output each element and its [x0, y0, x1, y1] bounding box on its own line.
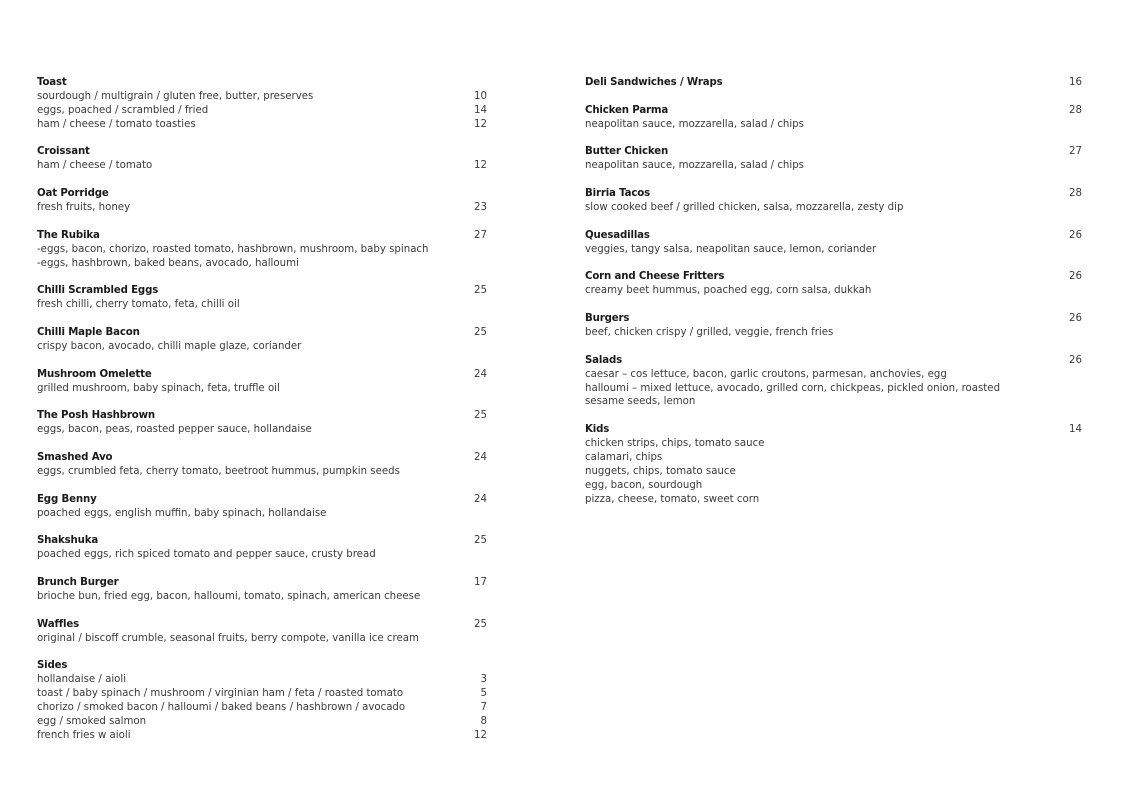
- menu-section-header: [37, 534, 487, 548]
- menu-item-title: Toast: [37, 77, 67, 88]
- menu-item-title: Birria Tacos: [585, 188, 651, 200]
- menu-line-text: crispy bacon, avocado, chilli maple glaze, coriander: [37, 340, 302, 352]
- menu-section-the-posh-hashbrown: [37, 409, 487, 437]
- menu-section-header: [585, 187, 1082, 201]
- menu-line-price: 10: [474, 90, 487, 102]
- menu-section-header: [37, 409, 487, 423]
- menu-section-burgers: [585, 312, 1082, 340]
- menu-line-text: ham / cheese / tomato: [37, 160, 153, 172]
- menu-item-price: 17: [474, 577, 487, 589]
- menu-line-text: slow cooked beef / grilled chicken, salsa, mozzarella, zesty dip: [585, 202, 904, 214]
- menu-line-text: fresh fruits, honey: [37, 202, 131, 214]
- menu-item-price: 27: [474, 229, 487, 241]
- menu-item-title: Salads: [585, 354, 623, 366]
- menu-section-header: [585, 423, 1082, 437]
- menu-line: [37, 159, 487, 173]
- menu-item-price: 14: [1069, 424, 1082, 436]
- menu-item-title: Corn and Cheese Fritters: [585, 271, 725, 283]
- menu-line-text: egg, bacon, sourdough: [585, 479, 703, 491]
- menu-item-price: 25: [474, 285, 487, 297]
- menu-item-title: Mushroom Omelette: [37, 368, 152, 380]
- menu-section-corn-and-cheese-fritters: [585, 270, 1082, 298]
- menu-line-text: nuggets, chips, tomato sauce: [585, 465, 736, 477]
- menu-section-smashed-avo: [37, 451, 487, 479]
- menu-section-header: [37, 659, 487, 673]
- menu-line-text: creamy beet hummus, poached egg, corn salsa, dukkah: [585, 285, 872, 297]
- menu-item-price: 27: [1069, 146, 1082, 158]
- menu-line: [37, 701, 487, 715]
- menu-line: [585, 118, 1082, 132]
- menu-line-text: veggies, tangy salsa, neapolitan sauce, lemon, coriander: [585, 243, 877, 255]
- menu-line-text: pizza, cheese, tomato, sweet corn: [585, 493, 760, 505]
- menu-item-price: 24: [474, 368, 487, 380]
- menu-line-text: neapolitan sauce, mozzarella, salad / chips: [585, 160, 804, 172]
- menu-section-brunch-burger: [37, 576, 487, 604]
- menu-section-header: [585, 354, 1082, 368]
- menu-item-price: 26: [1069, 229, 1082, 241]
- menu-item-price: 16: [1069, 77, 1082, 88]
- menu-item-price: 25: [474, 327, 487, 339]
- menu-section-the-rubika: [37, 229, 487, 271]
- menu-line-price: 12: [474, 118, 487, 130]
- menu-line-price: 12: [474, 729, 487, 741]
- menu-section-header: [37, 451, 487, 465]
- menu-section-header: [585, 104, 1082, 118]
- menu-item-title: Sides: [37, 660, 68, 672]
- menu-item-price: 28: [1069, 104, 1082, 116]
- menu-item-price: 24: [474, 493, 487, 505]
- menu-item-title: Chilli Maple Bacon: [37, 327, 140, 339]
- menu-section-header: [585, 76, 1082, 90]
- menu-line-text: calamari, chips: [585, 452, 663, 464]
- menu-line-text: fresh chilli, cherry tomato, feta, chilli oil: [37, 299, 240, 311]
- menu-line-text: halloumi – mixed lettuce, avocado, grilled corn, chickpeas, pickled onion, roasted: [585, 382, 1001, 394]
- menu-line: [37, 507, 487, 521]
- menu-item-price: 24: [474, 452, 487, 464]
- menu-item-price: 25: [474, 618, 487, 630]
- menu-section-salads: [585, 354, 1082, 410]
- menu-line: [37, 118, 487, 132]
- menu-line-text: original / biscoff crumble, seasonal fruits, berry compote, vanilla ice cream: [37, 632, 419, 644]
- menu-item-title: Chilli Scrambled Eggs: [37, 285, 159, 297]
- menu-line: [37, 590, 487, 604]
- menu-section-header: [585, 270, 1082, 284]
- menu-line-text: chorizo / smoked bacon / halloumi / baked beans / hashbrown / avocado: [37, 702, 406, 714]
- menu-section-butter-chicken: [585, 145, 1082, 173]
- menu-section-header: [37, 145, 487, 159]
- menu-item-title: Oat Porridge: [37, 188, 109, 200]
- menu-section-birria-tacos: [585, 187, 1082, 215]
- menu-line-text: neapolitan sauce, mozzarella, salad / chips: [585, 118, 804, 130]
- menu-section-deli-sandwiches-wraps: [585, 76, 1082, 90]
- menu-line-text: brioche bun, fried egg, bacon, halloumi, tomato, spinach, american cheese: [37, 590, 421, 602]
- menu-item-title: Kids: [585, 424, 610, 436]
- menu-line-text: hollandaise / aioli: [37, 674, 127, 686]
- menu-item-title: Waffles: [37, 618, 80, 630]
- menu-section-header: [37, 229, 487, 243]
- menu-item-title: Deli Sandwiches / Wraps: [585, 77, 723, 88]
- menu-line-text: sourdough / multigrain / gluten free, butter, preserves: [37, 90, 314, 102]
- menu-line: [37, 548, 487, 562]
- menu-line: [37, 257, 487, 271]
- menu-line: [37, 423, 487, 437]
- menu-line: [37, 465, 487, 479]
- menu-section-header: [37, 326, 487, 340]
- menu-item-title: Quesadillas: [585, 229, 650, 241]
- menu-section-header: [37, 187, 487, 201]
- menu-line: [37, 243, 487, 257]
- menu-line: [37, 382, 487, 396]
- menu-line-text: poached eggs, english muffin, baby spinach, hollandaise: [37, 507, 327, 519]
- menu-line: [585, 465, 1082, 479]
- menu-line: [585, 201, 1082, 215]
- menu-section-quesadillas: [585, 229, 1082, 257]
- menu-line: [585, 326, 1082, 340]
- menu-line-text: beef, chicken crispy / grilled, veggie, french fries: [585, 327, 834, 339]
- menu-section-chilli-maple-bacon: [37, 326, 487, 354]
- menu-line-text: toast / baby spinach / mushroom / virginian ham / feta / roasted tomato: [37, 688, 404, 700]
- menu-item-title: Brunch Burger: [37, 577, 119, 589]
- menu-item-price: 26: [1069, 354, 1082, 366]
- menu-section-sides: [37, 659, 487, 742]
- menu-line: [585, 368, 1082, 382]
- menu-item-title: Butter Chicken: [585, 146, 669, 158]
- menu-section-header: [585, 312, 1082, 326]
- menu-line: [585, 382, 1082, 396]
- menu-section-header: [37, 618, 487, 632]
- menu-line-text: sesame seeds, lemon: [585, 396, 696, 408]
- menu-section-chilli-scrambled-eggs: [37, 284, 487, 312]
- menu-line-text: eggs, poached / scrambled / fried: [37, 104, 209, 116]
- menu-section-header: [37, 576, 487, 590]
- menu-item-price: 26: [1069, 271, 1082, 283]
- menu-line-price: 23: [474, 202, 487, 214]
- menu-line: [585, 243, 1082, 257]
- menu-line: [585, 395, 1082, 409]
- menu-line: [585, 493, 1082, 507]
- menu-item-title: Smashed Avo: [37, 452, 113, 464]
- menu-line-text: ham / cheese / tomato toasties: [37, 118, 196, 130]
- menu-section-header: [37, 284, 487, 298]
- menu-item-price: 28: [1069, 188, 1082, 200]
- menu-line: [37, 340, 487, 354]
- menu-line-price: 8: [480, 715, 487, 727]
- menu-section-kids: [585, 423, 1082, 506]
- menu-line: [37, 632, 487, 646]
- menu-line-price: 5: [480, 688, 487, 700]
- menu-line: [585, 451, 1082, 465]
- menu-line-price: 12: [474, 160, 487, 172]
- menu-line: [37, 729, 487, 743]
- menu-section-oat-porridge: [37, 187, 487, 215]
- menu-line: [585, 159, 1082, 173]
- menu-item-title: Egg Benny: [37, 493, 97, 505]
- menu-section-header: [37, 493, 487, 507]
- menu-item-price: 25: [474, 410, 487, 422]
- menu-line-text: grilled mushroom, baby spinach, feta, truffle oil: [37, 382, 280, 394]
- menu-line-text: egg / smoked salmon: [37, 715, 147, 727]
- menu-section-header: [585, 229, 1082, 243]
- menu-line: [37, 90, 487, 104]
- menu-line: [37, 673, 487, 687]
- menu-line-text: -eggs, hashbrown, baked beans, avocado, halloumi: [37, 257, 299, 269]
- menu-line-price: 7: [480, 702, 487, 714]
- menu-section-toast: [37, 76, 487, 132]
- menu-section-croissant: [37, 145, 487, 173]
- menu-section-egg-benny: [37, 493, 487, 521]
- menu-item-title: Shakshuka: [37, 535, 99, 547]
- menu-line: [37, 201, 487, 215]
- menu-section-header: [37, 76, 487, 90]
- menu-item-price: 25: [474, 535, 487, 547]
- menu-line-price: 3: [480, 674, 487, 686]
- menu-section-header: [37, 368, 487, 382]
- menu-line-text: eggs, bacon, peas, roasted pepper sauce, hollandaise: [37, 424, 312, 436]
- menu-item-title: Croissant: [37, 146, 90, 158]
- menu-line-text: french fries w aioli: [37, 729, 131, 741]
- menu-section-chicken-parma: [585, 104, 1082, 132]
- menu-item-title: Burgers: [585, 313, 630, 325]
- menu-line-text: poached eggs, rich spiced tomato and pepper sauce, crusty bread: [37, 549, 376, 561]
- menu-line: [37, 298, 487, 312]
- menu-line: [37, 104, 487, 118]
- menu-line: [585, 284, 1082, 298]
- menu-line: [37, 687, 487, 701]
- menu-line-text: -eggs, bacon, chorizo, roasted tomato, hashbrown, mushroom, baby spinach: [37, 243, 429, 255]
- menu-item-title: The Posh Hashbrown: [37, 410, 155, 422]
- menu-column-right: [585, 76, 1082, 521]
- menu-line-text: caesar – cos lettuce, bacon, garlic croutons, parmesan, anchovies, egg: [585, 368, 947, 380]
- menu-section-mushroom-omelette: [37, 368, 487, 396]
- menu-line-text: chicken strips, chips, tomato sauce: [585, 438, 765, 450]
- menu-column-left: [37, 76, 487, 757]
- menu-line: [37, 715, 487, 729]
- menu-line-text: eggs, crumbled feta, cherry tomato, beetroot hummus, pumpkin seeds: [37, 465, 400, 477]
- menu-item-price: 26: [1069, 313, 1082, 325]
- menu-line-price: 14: [474, 104, 487, 116]
- menu-section-waffles: [37, 618, 487, 646]
- menu-item-title: The Rubika: [37, 229, 100, 241]
- menu-item-title: Chicken Parma: [585, 104, 669, 116]
- menu-section-header: [585, 145, 1082, 159]
- menu-line: [585, 437, 1082, 451]
- menu-line: [585, 479, 1082, 493]
- menu-section-shakshuka: [37, 534, 487, 562]
